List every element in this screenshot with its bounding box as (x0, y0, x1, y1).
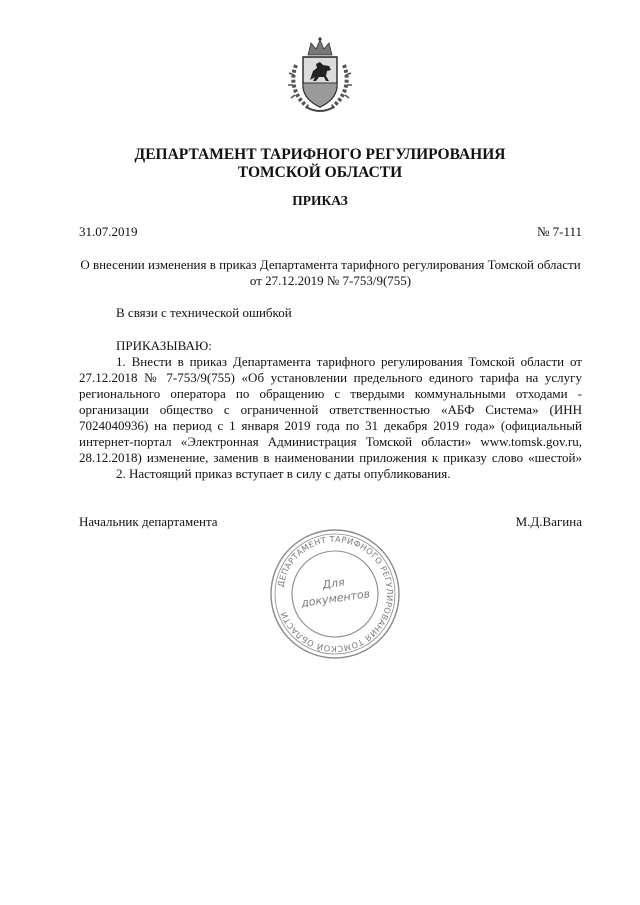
stamp-center-line-2: документов (300, 587, 371, 610)
order-number: № 7-111 (536, 224, 582, 239)
order-word: ПРИКАЗЫВАЮ: (116, 338, 212, 353)
order-item-1: 1. Внести в приказ Департамента тарифного регулирования Томской области от 27.12.2018 № 7-753/9(755) «Об установлении предельного единого тарифа на услугу регионального оператора по обращению с твердыми коммунальными отходами - организации общество с ограниченной ответственностью «АБФ Система» (ИНН 7024040936) на период с 1 января 2019 года по 31 декабря 2019 года» (официальный интернет-портал «Электронная Администрация Томской области» www.tomsk.gov.ru, 28.12.2018) изменение, заменив в наименовании приложения к приказу слово «шестой» (79, 354, 582, 465)
intro-paragraph: В связи с технической ошибкой (116, 305, 292, 320)
department-header-line-2: ТОМСКОЙ ОБЛАСТИ (237, 164, 403, 181)
stamp-center-line-1: Для (321, 575, 346, 592)
order-subject (79, 257, 582, 289)
order-item-2: 2. Настоящий приказ вступает в силу с даты опубликования. (116, 466, 451, 481)
signer-name: М.Д.Вагина (515, 514, 582, 529)
signer-title: Начальник департамента (79, 514, 218, 529)
department-header-line-1: ДЕПАРТАМЕНТ ТАРИФНОГО РЕГУЛИРОВАНИЯ (134, 146, 506, 163)
stamp-ring-text: ДЕПАРТАМЕНТ ТАРИФНОГО РЕГУЛИРОВАНИЯ ТОМСКОЙ ОБЛАСТИ (275, 533, 396, 655)
order-subject-line-1: О внесении изменения в приказ Департамента тарифного регулирования Томской области (80, 257, 581, 272)
order-title: ПРИКАЗ (292, 193, 348, 208)
order-date: 31.07.2019 (79, 224, 138, 239)
department-stamp-icon (268, 527, 402, 661)
order-subject-line-2: от 27.12.2019 № 7-753/9(755) (249, 273, 412, 288)
tomsk-coat-of-arms-icon (286, 35, 354, 117)
